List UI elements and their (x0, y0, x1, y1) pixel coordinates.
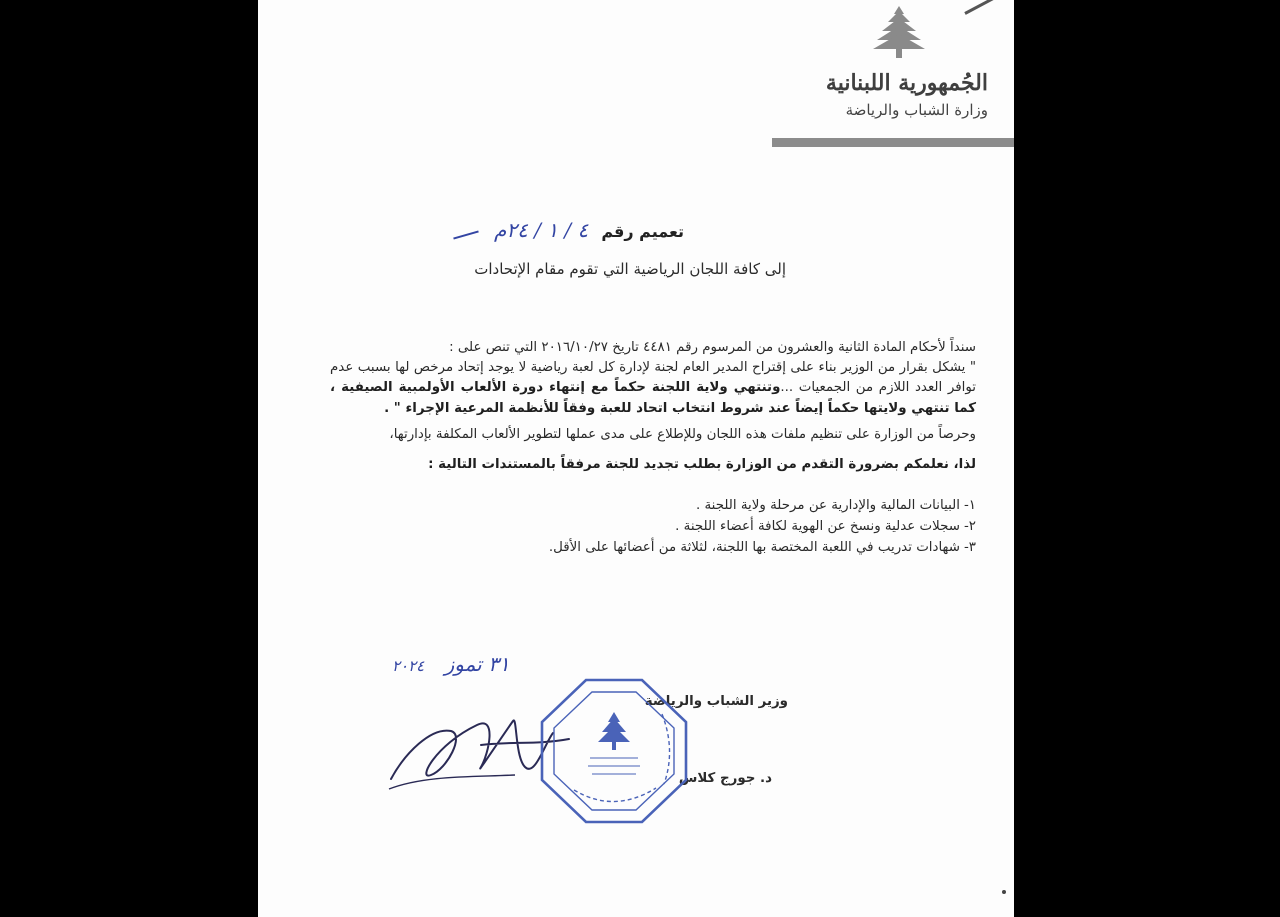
signatory-title: وزير الشباب والرياضة (644, 694, 788, 709)
circular-body (330, 338, 976, 572)
cedar-emblem-icon (870, 4, 928, 60)
list-item-text: البيانات المالية والإدارية عن مرحلة ولاية اللجنة . (695, 498, 960, 514)
required-documents-list (330, 495, 976, 558)
circular-reference (494, 218, 684, 242)
reference-label: تعميم رقم (601, 222, 684, 241)
republic-title: الجُمهورية اللبنانية (825, 70, 988, 96)
decree-quote-bold: وتنتهي ولاية اللجنة حكماً مع إنتهاء دورة الألعاب الأولمبية الصيفية ، كما تنتهي ولايتها حكماً إيضاً عند شروط انتخاب اتحاد للعبة وفقاً للأنظمة المرعية الإجراء " . (330, 380, 976, 416)
list-item-number: ٢- (963, 519, 976, 535)
decree-quote-plain: " يشكل بقرار من الوزير بناء على إقتراح المدير العام لجنة لإدارة كل لعبة رياضية لا يوجد إتحاد مرخص لها بسبب عدم توافر العدد اللازم من الجمعيات ... (330, 360, 976, 396)
legal-basis-intro: سنداً لأحكام المادة الثانية والعشرون من المرسوم رقم ٤٤٨١ تاريخ ٢٠١٦/١٠/٢٧ التي تنص على : (449, 340, 976, 355)
request-paragraph: لذا، نعلمكم بضرورة التقدم من الوزارة بطلب تجديد للجنة مرفقاً بالمستندات التالية : (428, 457, 976, 473)
reference-number-handwritten: ٤ / ١ / ٢٤م (493, 218, 589, 242)
list-item (330, 516, 976, 537)
list-item (330, 537, 976, 558)
list-item-text: شهادات تدريب في اللعبة المختصة بها اللجنة، لثلاثة من أعضائها على الأقل. (548, 540, 960, 556)
list-item-number: ٣- (963, 540, 976, 556)
list-item (330, 495, 976, 516)
ministry-title: وزارة الشباب والرياضة (845, 101, 988, 119)
date-year: ٢٠٢٤ (392, 657, 425, 675)
list-item-text: سجلات عدلية ونسخ عن الهوية لكافة أعضاء اللجنة . (675, 519, 960, 535)
official-stamp (538, 676, 690, 826)
date-day-month: ٣١ تموز (444, 652, 510, 676)
list-item-number: ١- (963, 498, 976, 514)
page-dot (1002, 890, 1006, 894)
addressee-line: إلى كافة اللجان الرياضية التي تقوم مقام الإتحادات (474, 260, 786, 278)
handwritten-date (392, 652, 510, 676)
decree-quote (330, 358, 976, 419)
header-rule (772, 138, 1014, 147)
motive-paragraph: وحرصاً من الوزارة على تنظيم ملفات هذه اللجان وللإطلاع على مدى عملها لتطوير الألعاب المكلفة بإدارتها، (389, 426, 976, 442)
signatory-name: د. جورج كلاس (678, 771, 772, 786)
